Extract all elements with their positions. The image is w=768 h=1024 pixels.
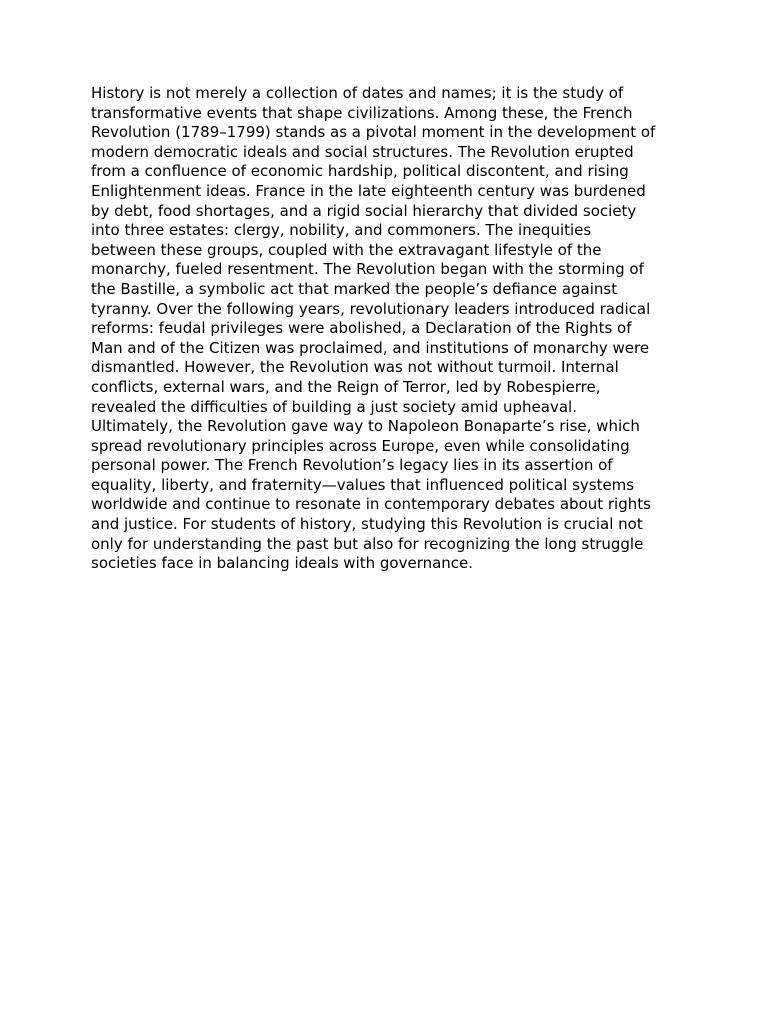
paragraph-line: Ultimately, the Revolution gave way to Napoleon Bonaparte’s rise, which	[91, 417, 640, 436]
paragraph-line: Enlightenment ideas. France in the late eighteenth century was burdened	[91, 181, 646, 200]
paragraph-line: into three estates: clergy, nobility, and commoners. The inequities	[91, 221, 592, 240]
paragraph-line: conflicts, external wars, and the Reign of Terror, led by Robespierre,	[91, 377, 601, 396]
paragraph-line: worldwide and continue to resonate in contemporary debates about rights	[91, 495, 651, 514]
paragraph-line: History is not merely a collection of dates and names; it is the study of	[91, 84, 624, 102]
paragraph-line: only for understanding the past but also for recognizing the long struggle	[91, 534, 644, 553]
body-paragraph	[91, 84, 691, 574]
paragraph-line: personal power. The French Revolution’s legacy lies in its assertion of	[91, 456, 613, 475]
paragraph-line: Man and of the Citizen was proclaimed, and institutions of monarchy were	[91, 338, 650, 357]
paragraph-line: equality, liberty, and fraternity—values that influenced political systems	[91, 475, 635, 494]
paragraph-line: between these groups, coupled with the extravagant lifestyle of the	[91, 240, 602, 259]
paragraph-line: revealed the difficulties of building a just society amid upheaval.	[91, 397, 577, 416]
paragraph-line: transformative events that shape civilizations. Among these, the French	[91, 103, 633, 122]
paragraph-line: by debt, food shortages, and a rigid social hierarchy that divided society	[91, 201, 637, 220]
paragraph-line: spread revolutionary principles across Europe, even while consolidating	[91, 436, 630, 455]
paragraph-line: modern democratic ideals and social structures. The Revolution erupted	[91, 142, 634, 161]
paragraph-line: monarchy, fueled resentment. The Revolution began with the storming of	[91, 260, 644, 279]
paragraph-line: dismantled. However, the Revolution was not without turmoil. Internal	[91, 358, 619, 377]
paragraph-line: societies face in balancing ideals with governance.	[91, 554, 474, 573]
paragraph-line: and justice. For students of history, studying this Revolution is crucial not	[91, 515, 643, 534]
paragraph-line: from a confluence of economic hardship, political discontent, and rising	[91, 162, 629, 181]
paragraph-line: tyranny. Over the following years, revolutionary leaders introduced radical	[91, 299, 651, 318]
paragraph-line: Revolution (1789–1799) stands as a pivotal moment in the development of	[91, 123, 656, 142]
paragraph-line: reforms: feudal privileges were abolished, a Declaration of the Rights of	[91, 319, 632, 338]
paragraph-line: the Bastille, a symbolic act that marked the people’s defiance against	[91, 279, 618, 298]
